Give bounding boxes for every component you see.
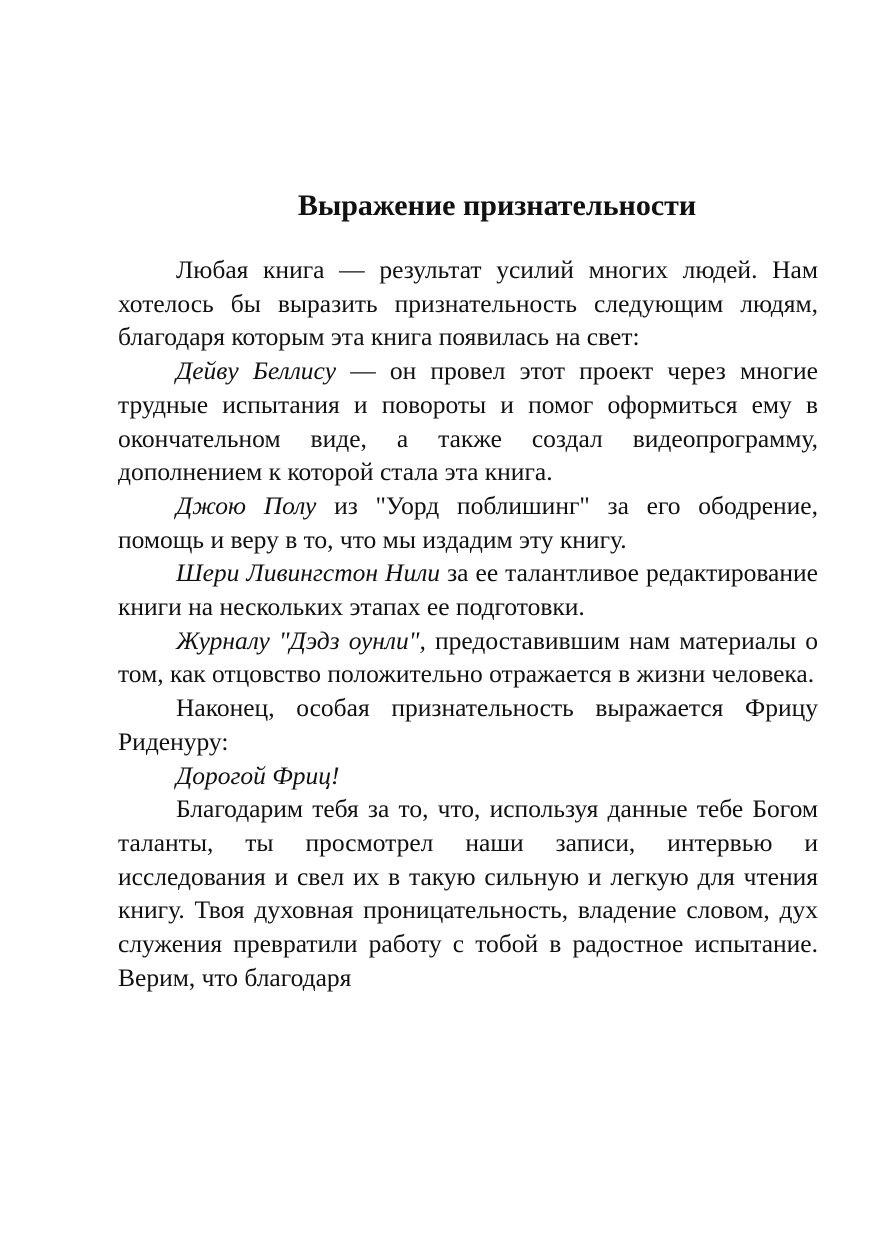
paragraph-text: Наконец, особая признательность выражается Фрицу Риденуру: (118, 693, 818, 756)
paragraph-text: Любая книга — результат усилий многих людей. Нам хотелось бы выразить признательность следующим людям, благодаря которым эта книга появилась на свет: (118, 255, 818, 352)
paragraph-lead-name: Журналу "Дэдз оунли", (176, 625, 426, 655)
paragraph-finally (118, 691, 818, 758)
paragraph-text: из "Уорд поблишинг" за его ободрение, помощь и веру в то, что мы издадим эту книгу. (118, 490, 818, 554)
paragraph-journal (118, 624, 818, 691)
document-page (118, 186, 818, 994)
paragraph-letter (118, 792, 818, 994)
paragraph-bellis (118, 354, 818, 489)
paragraph-lead-name: Шери Ливингстон Нили (176, 558, 441, 588)
paragraph-paul (118, 489, 818, 556)
paragraph-intro (118, 253, 818, 354)
salutation-text: Дорогой Фриц! (176, 760, 340, 790)
paragraph-lead-name: Джою Полу (176, 490, 317, 520)
page-title: Выражение признательности (297, 189, 697, 222)
paragraph-neely (118, 556, 818, 623)
paragraph-lead-name: Дейву Беллису (176, 356, 337, 386)
paragraph-salutation (118, 759, 818, 793)
paragraph-text: — он провел этот проект через многие трудные испытания и повороты и помог оформиться ему в окончательном виде, а также создал видеопрограмму, дополнением к которой стала эта книга. (118, 356, 819, 487)
paragraph-text: за ее талантливое редактирование книги на нескольких этапах ее подготовки. (118, 558, 818, 622)
paragraph-text: предоставившим нам материалы о том, как отцовство положительно отражается в жизни человека. (118, 625, 818, 689)
paragraph-text: Благодарим тебя за то, что, используя данные тебе Богом таланты, ты просмотрел наши записи, интервью и исследования и свел их в такую сильную и легкую для чтения книгу. Твоя духовная проницательность, владение словом, дух служения превратили работу с тобой в радостное испытание. Верим, что благодаря (118, 794, 818, 992)
